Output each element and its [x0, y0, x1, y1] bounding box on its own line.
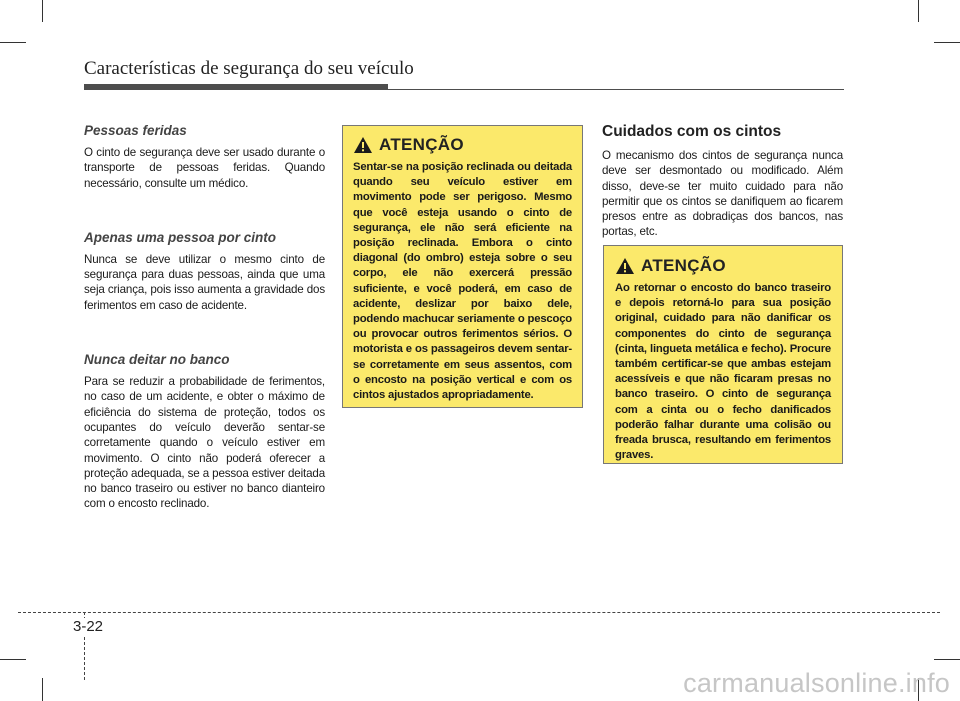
section-text-cuidados: O mecanismo dos cintos de segurança nunca deve ser desmontado ou modificado. Além disso, deve-se ter muito cuidado para não permitir que os cintos se danifiquem ao ficarem presos entre as dobradiças dos bancos, nas portas, etc.	[602, 149, 843, 239]
crop-mark	[42, 678, 43, 701]
section-heading-cuidados: Cuidados com os cintos	[602, 123, 782, 140]
watermark: carmanualsonline.info	[683, 668, 950, 698]
warning-title: ATENÇÃO	[641, 256, 726, 275]
crop-mark	[934, 659, 960, 660]
header-rule-thin	[388, 89, 844, 90]
section-heading-pessoas-feridas: Pessoas feridas	[84, 123, 187, 138]
warning-title-row	[615, 256, 831, 276]
warning-text: Ao retornar o encosto do banco traseiro e depois retorná-lo para sua posição original, cuidado para não danificar os componentes do cinto de segurança (cinta, lingueta metálica e fecho). Procure também certificar-se que ambas estejam acessíveis e que não ficaram presas no banco traseiro. O cinto de segurança com a cinta ou o fecho danificados poderão falhar durante uma colisão ou freada brusca, resultando em ferimentos graves.	[615, 282, 831, 462]
section-heading-nunca-deitar: Nunca deitar no banco	[84, 352, 230, 368]
section-text-uma-pessoa-por-cinto: Nunca se deve utilizar o mesmo cinto de segurança para duas pessoas, ainda que uma seja criança, pois isso aumenta a gravidade dos ferimentos em caso de acidente.	[84, 252, 325, 312]
warning-triangle-icon	[353, 136, 373, 154]
crop-mark	[934, 42, 960, 43]
section-heading-uma-pessoa-por-cinto: Apenas uma pessoa por cinto	[84, 229, 277, 245]
header-rule-thick	[84, 84, 388, 90]
crop-mark	[42, 0, 43, 22]
left-column	[84, 116, 325, 512]
warning-triangle-icon	[615, 257, 635, 275]
warning-title-row	[353, 135, 572, 155]
crop-mark	[0, 659, 26, 660]
section-text-pessoas-feridas: O cinto de segurança deve ser usado durante o transporte de pessoas feridas. Quando necessário, consulte um médico.	[84, 146, 325, 190]
section-text-nunca-deitar: Para se reduzir a probabilidade de ferimentos, no caso de um acidente, e obter o máximo de eficiência do sistema de proteção, todos os ocupantes do veículo deverão sentar-se corretamente quando o veículo estiver em movimento. O cinto não poderá oferecer a proteção adequada, se a pessoa estiver deitada no banco traseiro ou estiver no banco dianteiro com o encosto reclinado.	[84, 375, 325, 511]
page-number: 3-22	[73, 618, 104, 635]
warning-box-reclined-seat	[342, 125, 583, 408]
warning-box-rear-seatback	[603, 245, 843, 464]
warning-text: Sentar-se na posição reclinada ou deitada quando seu veículo estiver em movimento pode ser perigoso. Mesmo que você esteja usando o cinto de segurança, ele não será eficiente na posição reclinada. Embora o cinto diagonal (do ombro) esteja sobre o seu corpo, ele não exercerá pressão suficiente, e você poderá, em caso de acidente, deslizar por baixo dele, podendo machucar seriamente o pescoço ou provocar outros ferimentos sérios. O motorista e os passageiros devem sentar-se corretamente em seus assentos, com o encosto na posição vertical e com os cintos ajustados apropriadamente.	[353, 161, 572, 402]
page-header-title: Características de segurança do seu veículo	[84, 58, 414, 79]
right-column	[602, 116, 843, 240]
crop-mark	[918, 0, 919, 22]
warning-title: ATENÇÃO	[379, 135, 464, 154]
crop-mark	[0, 42, 26, 43]
footer-dashed-rule	[18, 612, 940, 613]
